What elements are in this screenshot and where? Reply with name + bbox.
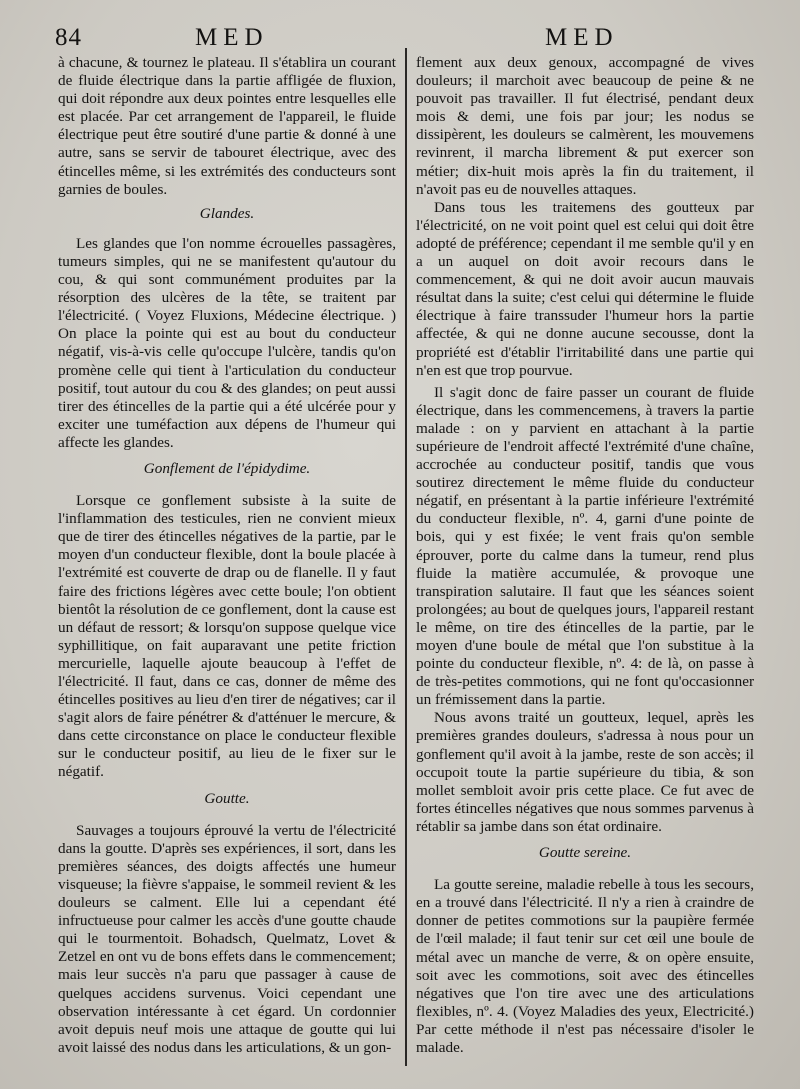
left-column [58, 54, 396, 1057]
paragraph: Lorsque ce gonflement subsiste à la suite de l'inflammation des testicules, rien ne convient mieux que de tirer des étincelles négatives de la partie, par le moyen d'un conducteur flexible, dont la boule placée à l'extrémité est couverte de drap ou de flanelle. Il y faut faire des frictions légères avec cette boule; l'on obtient bientôt la résolution de ce gonflement, dont la cause est un défaut de ressort; & lorsqu'on suppose quelque vice syphillitique, on fait auparavant une petite friction mercurielle, laquelle ajoute beaucoup à l'effet de l'électricité. Il faut, dans ce cas, donner de même des étincelles positives au lieu d'en tirer de négatives; car il s'agit alors de faire pénétrer & d'atténuer le mercure, & dans cette circonstance on place le conducteur flexible sur le conducteur positif, au lieu de le fixer sur le négatif. [58, 492, 396, 781]
section-heading: Goutte sereine. [538, 844, 632, 862]
running-head-left: MED [195, 24, 269, 51]
right-column [416, 54, 754, 1057]
paragraph: à chacune, & tournez le plateau. Il s'établira un courant de fluide électrique dans la partie affligée de fluxion, qui doit répondre aux deux pointes entre lesquelles elle est placée. Par cet arrangement de l'appareil, le fluide électrique peut être soutiré d'une partie & donné à une autre, sans se servir de tabouret électrique, avec des étincelles même, si les extrémités des conducteurs sont garnies de boules. [58, 54, 396, 198]
paragraph: Les glandes que l'on nomme écrouelles passagères, tumeurs simples, qui ne se manifestent qu'autour du cou, & qui sont communément produites par la résorption des ulcères de la tête, se traitent par l'électricité. ( Voyez Fluxions, Médecine électrique. ) On place la pointe qui est au bout du conducteur négatif, vis-à-vis celle qu'occupe l'ulcère, tandis qu'on promène celle qui tient à l'articulation du conducteur positif, tout autour du cou & des glandes; on peut aussi tirer des étincelles de la partie qui a été ulcérée pour y exciter une tuméfaction aux dépens de l'humeur qui affecte les glandes. [58, 234, 396, 451]
paragraph: La goutte sereine, maladie rebelle à tous les secours, en a trouvé dans l'électricité. Il n'y a rien à craindre de donner de petites commotions sur la paupière fermée de l'œil malade; il faut tenir sur cet œil une boule de métal avec un manche de verre, & on opère ensuite, soit avec les commotions, soit avec des étincelles négatives que l'on tire avec une des articulations flexibles, nº. 4. (Voyez Maladies des yeux, Electricité.) Par cette méthode il n'est pas nécessaire d'isoler le malade. [416, 876, 754, 1056]
paragraph: flement aux deux genoux, accompagné de vives douleurs; il marchoit avec beaucoup de peine & ne pouvoit pas travailler. Il fut électrisé, pendant deux mois & demi, une fois par jour; les nodus se dissipèrent, les douleurs se calmèrent, les mouvemens revinrent, il marcha librement & put exercer son métier; dix-huit mois après la fin du traitement, il n'avoit pas eu de nouvelles attaques. [416, 54, 754, 198]
section-heading: Gonflement de l'épidydime. [143, 459, 311, 477]
page-number: 84 [55, 24, 82, 51]
column-rule [405, 48, 407, 1066]
section-heading: Goutte. [204, 789, 250, 807]
paragraph: Sauvages a toujours éprouvé la vertu de l'électricité dans la goutte. D'après ses expériences, il sort, dans les premières séances, des doigts affectés une humeur visqueuse; la fièvre s'appaise, le sommeil revient & les douleurs se calment. Elle lui a cependant été infructueuse pour calmer les accès d'une goutte chaude qui le tourmentoit. Bohadsch, Quelmatz, Lovet & Zetzel en ont vu de bons effets dans le commencement; mais leur succès n'a paru que passager à cause de quelques accidens survenus. Voici cependant une observation intéressante à cet égard. Un cordonnier avoit depuis neuf mois une attaque de goutte qui lui avoit laissé des nodus dans les articulations, & un gon- [58, 821, 396, 1056]
running-head-right: MED [545, 24, 619, 51]
paragraph: Nous avons traité un goutteux, lequel, après les premières grandes douleurs, s'adressa à nous pour un gonflement qu'il avoit à la jambe, reste de son accès; il occupoit toute la partie supérieure du tibia, & son mollet sembloit avoir pris cette place. Ce fut avec de fortes étincelles négatives que nous sommes parvenus à rétablir sa jambe dans son état ordinaire. [416, 709, 754, 835]
paragraph: Dans tous les traitemens des goutteux par l'électricité, on ne voit point quel est celui qui doit être adopté de préférence; cependant il me semble qu'il y en a un auquel on doit avoir recours dans le commencement, & qui ne doit avoir aucun mauvais résultat dans la suite; c'est celui qui détermine le fluide électrique à faire transsuder l'humeur hors la partie affectée, & qui ne donne aucune secousse, dont la propriété est d'établir l'irritabilité dans une partie qui n'en est que trop pourvue. [416, 198, 754, 379]
section-heading: Glandes. [199, 204, 255, 222]
paragraph: Il s'agit donc de faire passer un courant de fluide électrique, dans les commencemens, à travers la partie malade : on y parvient en attachant à la partie supérieure de l'endroit affecté l'extrémité d'une chaîne, accrochée au conducteur positif, tandis que vous soutirez directement le même fluide du conducteur négatif, en présentant à la partie inférieure l'extrémité du conducteur flexible, nº. 4, garni d'une pointe de bois, qui y est fixée; le vent frais qu'on semble éprouver, porte du calme dans la tumeur, rend plus fluide la matière accumulée, & provoque une transpiration salutaire. Il faut que les séances soient prolongées; au bout de quelques jours, l'appareil restant le même, on tire des étincelles de la partie, par le moyen d'une boule de métal que l'on substitue à la pointe du conducteur flexible, nº. 4: de là, on passe à de très-petites commotions, qui ne font qu'occasionner un frémissement dans la partie. [416, 383, 754, 709]
page-header [55, 18, 760, 54]
